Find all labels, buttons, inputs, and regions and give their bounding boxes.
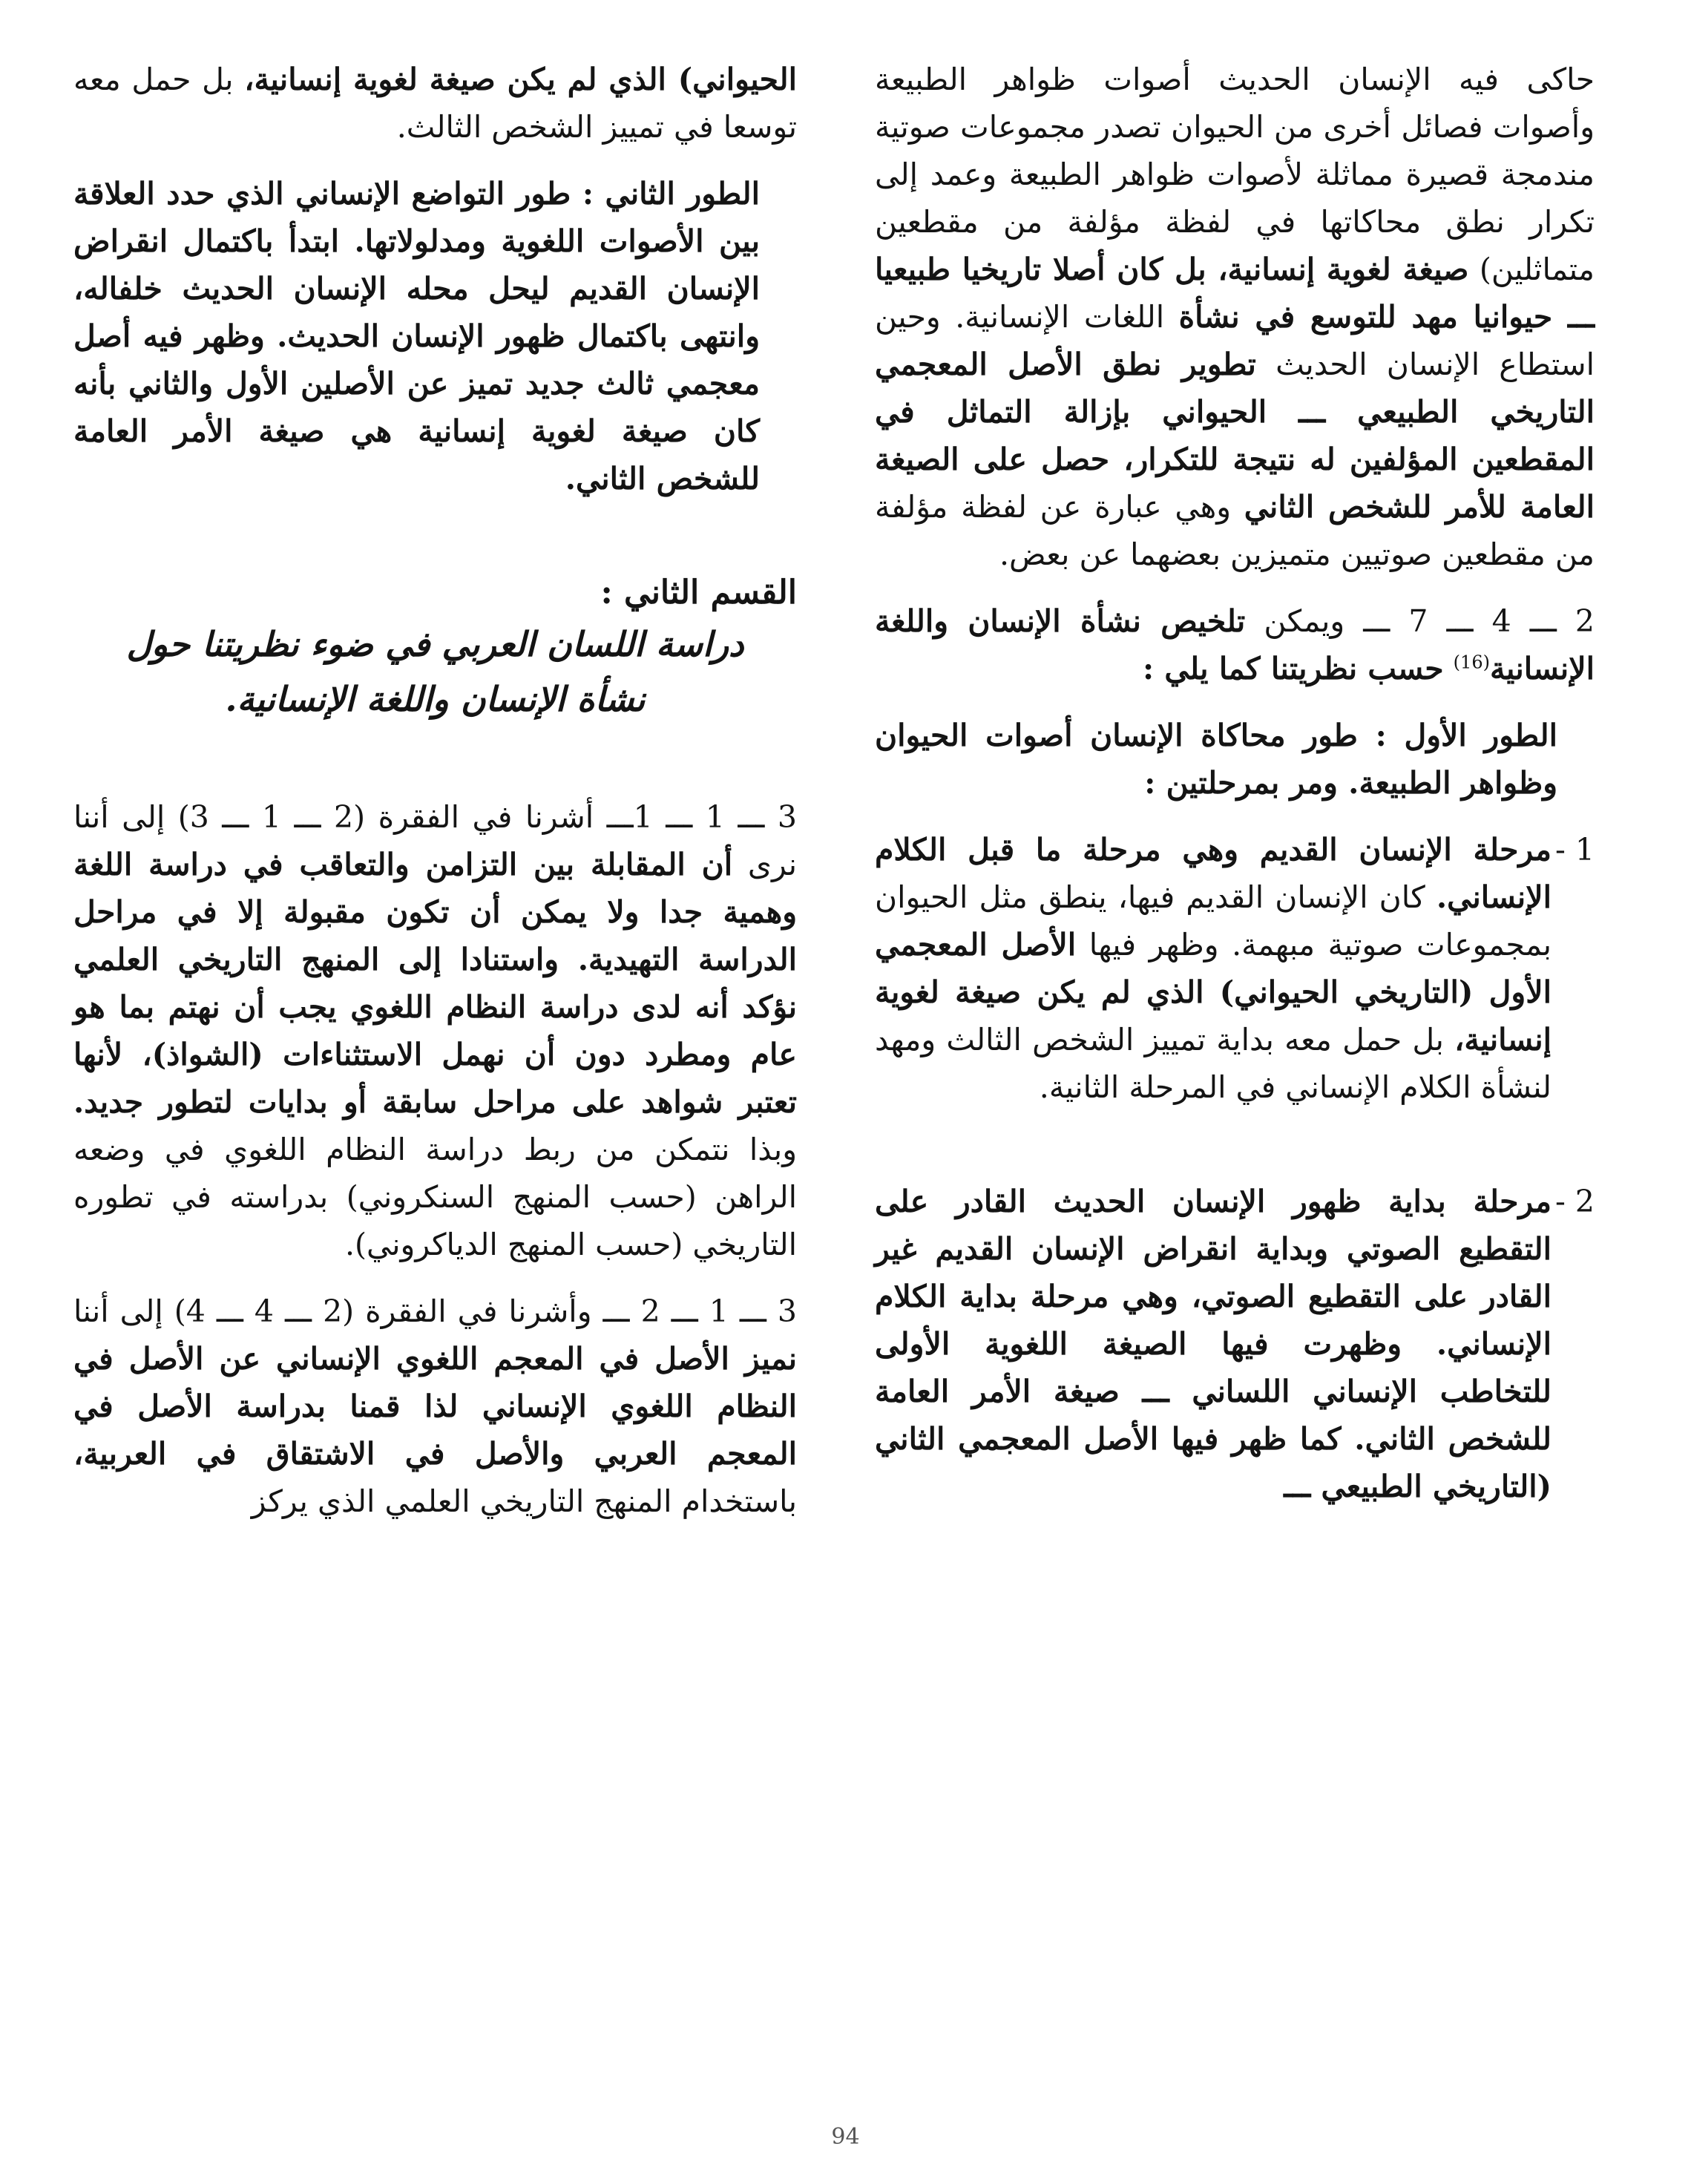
intro-paragraph (875, 56, 1595, 578)
page-number: 94 (831, 2124, 860, 2150)
paragraph-3-1-1 (73, 793, 797, 1268)
phase-run: بل حمل معه بداية تمييز الشخص الثالث ومهد لنشأة الكلام الإنساني في المرحلة الثانية. (875, 1022, 1552, 1105)
para-run: وبذا نتمكن من ربط دراسة النظام اللغوي في وضعه الراهن (حسب المنهج السنكروني) بدراسته في تطوره التاريخي (حسب المنهج الدياكروني). (73, 1132, 797, 1262)
left-top-paragraph (73, 56, 797, 151)
para-run: نميز الأصل في المعجم اللغوي الإنساني عن الأصل في النظام اللغوي الإنساني لذا قمنا بدراسة الأصل في المعجم العربي والأصل في الاشتقاق في العربية، (73, 1341, 797, 1472)
stage-two-paragraph: الطور الثاني : طور التواضع الإنساني الذي حدد العلاقة بين الأصوات اللغوية ومدلولاتها. ابتدأ باكتمال انقراض الإنسان القديم ليحل محله الإنسان الحديث خلفاله، وانتهى باكتمال ظهور الإنسان الحديث. وظهر فيه أصل معجمي ثالث جديد تميز عن الأصلين الأول والثاني بأنه كان صيغة لغوية إنسانية هي صيغة الأمر العامة للشخص الثاني. (73, 176, 760, 496)
phase-one-item (875, 826, 1595, 1111)
intro-run: اللغات الإنسانية. وحين استطاع الإنسان الحديث (875, 299, 1595, 382)
footnote-ref: (16) (1453, 652, 1490, 673)
phase-one-text (875, 826, 1552, 1111)
para-run: 3 ـــ 1 ـــ 1ـــ أشرنا في الفقرة (2 ـــ 1 ـــ 3) إلى أننا نرى (73, 799, 798, 882)
phase-two-number: 2 - (1555, 1184, 1595, 1219)
intro-run: وهي عبارة عن لفظة مؤلفة من مقطعين صوتيين متميزين بعضهما عن بعض. (875, 489, 1595, 572)
stage-one-heading: الطور الأول : طور محاكاة الإنسان أصوات الحيوان وظواهر الطبيعة. ومر بمرحلتين : (875, 718, 1557, 801)
intro-run: صيغة لغوية إنسانية، بل كان أصلا تاريخيا طبيعيا ـــ حيوانيا مهد للتوسع في نشأة (875, 252, 1595, 335)
phase-run: الأصل المعجمي الأول (التاريخي الحيواني) الذي لم يكن صيغة لغوية إنسانية، (875, 927, 1552, 1057)
phase-two-item (875, 1178, 1595, 1510)
phase-run: مرحلة الإنسان القديم وهي مرحلة ما قبل الكلام الإنساني. (875, 832, 1552, 915)
phase-two-text: مرحلة بداية ظهور الإنسان الحديث القادر على التقطيع الصوتي وبداية انقراض الإنسان القديم غير القادر على التقطيع الصوتي، وهي مرحلة بداية الكلام الإنساني. وظهرت فيها الصيغة اللغوية الأولى للتخاطب الإنساني اللساني ـــ صيغة الأمر العامة للشخص الثاني. كما ظهر فيها الأصل المعجمي الثاني (التاريخي الطبيعي ـــ (875, 1184, 1552, 1504)
para-run: باستخدام المنهج التاريخي العلمي الذي يركز (251, 1483, 797, 1519)
summary-lead: 2 ـــ 4 ـــ 7 ـــ ويمكن (1264, 603, 1595, 639)
left-column (73, 56, 797, 1525)
section-subtitle-line-2: نشأة الإنسان واللغة الإنسانية. (225, 679, 646, 719)
summary-bold: تلخيص نشأة الإنسان واللغة الإنسانية (875, 603, 1595, 686)
summary-tail: حسب نظريتنا كما يلي : (1143, 651, 1444, 686)
intro-run: تطوير نطق الأصل المعجمي التاريخي الطبيعي ـــ الحيواني بإزالة التماثل في المقطعين المؤلفين له نتيجة للتكرار، حصل على الصيغة العامة للأمر للشخص الثاني (875, 347, 1595, 525)
left-top-run: الحيواني) الذي لم يكن صيغة لغوية إنسانية، (244, 62, 797, 97)
para-run: 3 ـــ 1 ـــ 2 ـــ وأشرنا في الفقرة (2 ـــ 4 ـــ 4) إلى أننا (73, 1293, 797, 1329)
left-top-run: بل حمل معه توسعا في تمييز الشخص الثالث. (73, 62, 797, 145)
right-column (875, 56, 1595, 1510)
phase-run: كان الإنسان القديم فيها، ينطق مثل الحيوان بمجموعات صوتية مبهمة. وظهر فيها (875, 879, 1552, 963)
section-title: القسم الثاني : (600, 574, 797, 611)
intro-run: حاكى فيه الإنسان الحديث أصوات ظواهر الطبيعة وأصوات فصائل أخرى من الحيوان تصدر مجموعات صوتية مندمجة قصيرة مماثلة لأصوات ظواهر الطبيعة وعمد إلى تكرار نطق محاكاتها في لفظة مؤلفة من مقطعين متماثلين) (875, 62, 1595, 287)
summary-paragraph (875, 597, 1595, 692)
para-run: أن المقابلة بين التزامن والتعاقب في دراسة اللغة وهمية جدا ولا يمكن أن تكون مقبولة إلا في مراحل الدراسة التهيدية. واستنادا إلى المنهج التاريخي العلمي نؤكد أنه لدى دراسة النظام اللغوي يجب أن نهتم بما هو عام ومطرد دون أن نهمل الاستثناءات (الشواذ)، لأنها تعتبر شواهد على مراحل سابقة أو بدايات لتطور جديد. (73, 847, 797, 1120)
phase-one-number: 1 - (1555, 832, 1595, 868)
paragraph-3-1-2 (73, 1288, 797, 1525)
section-subtitle-line-1: دراسة اللسان العربي في ضوء نظريتنا حول (126, 624, 744, 664)
